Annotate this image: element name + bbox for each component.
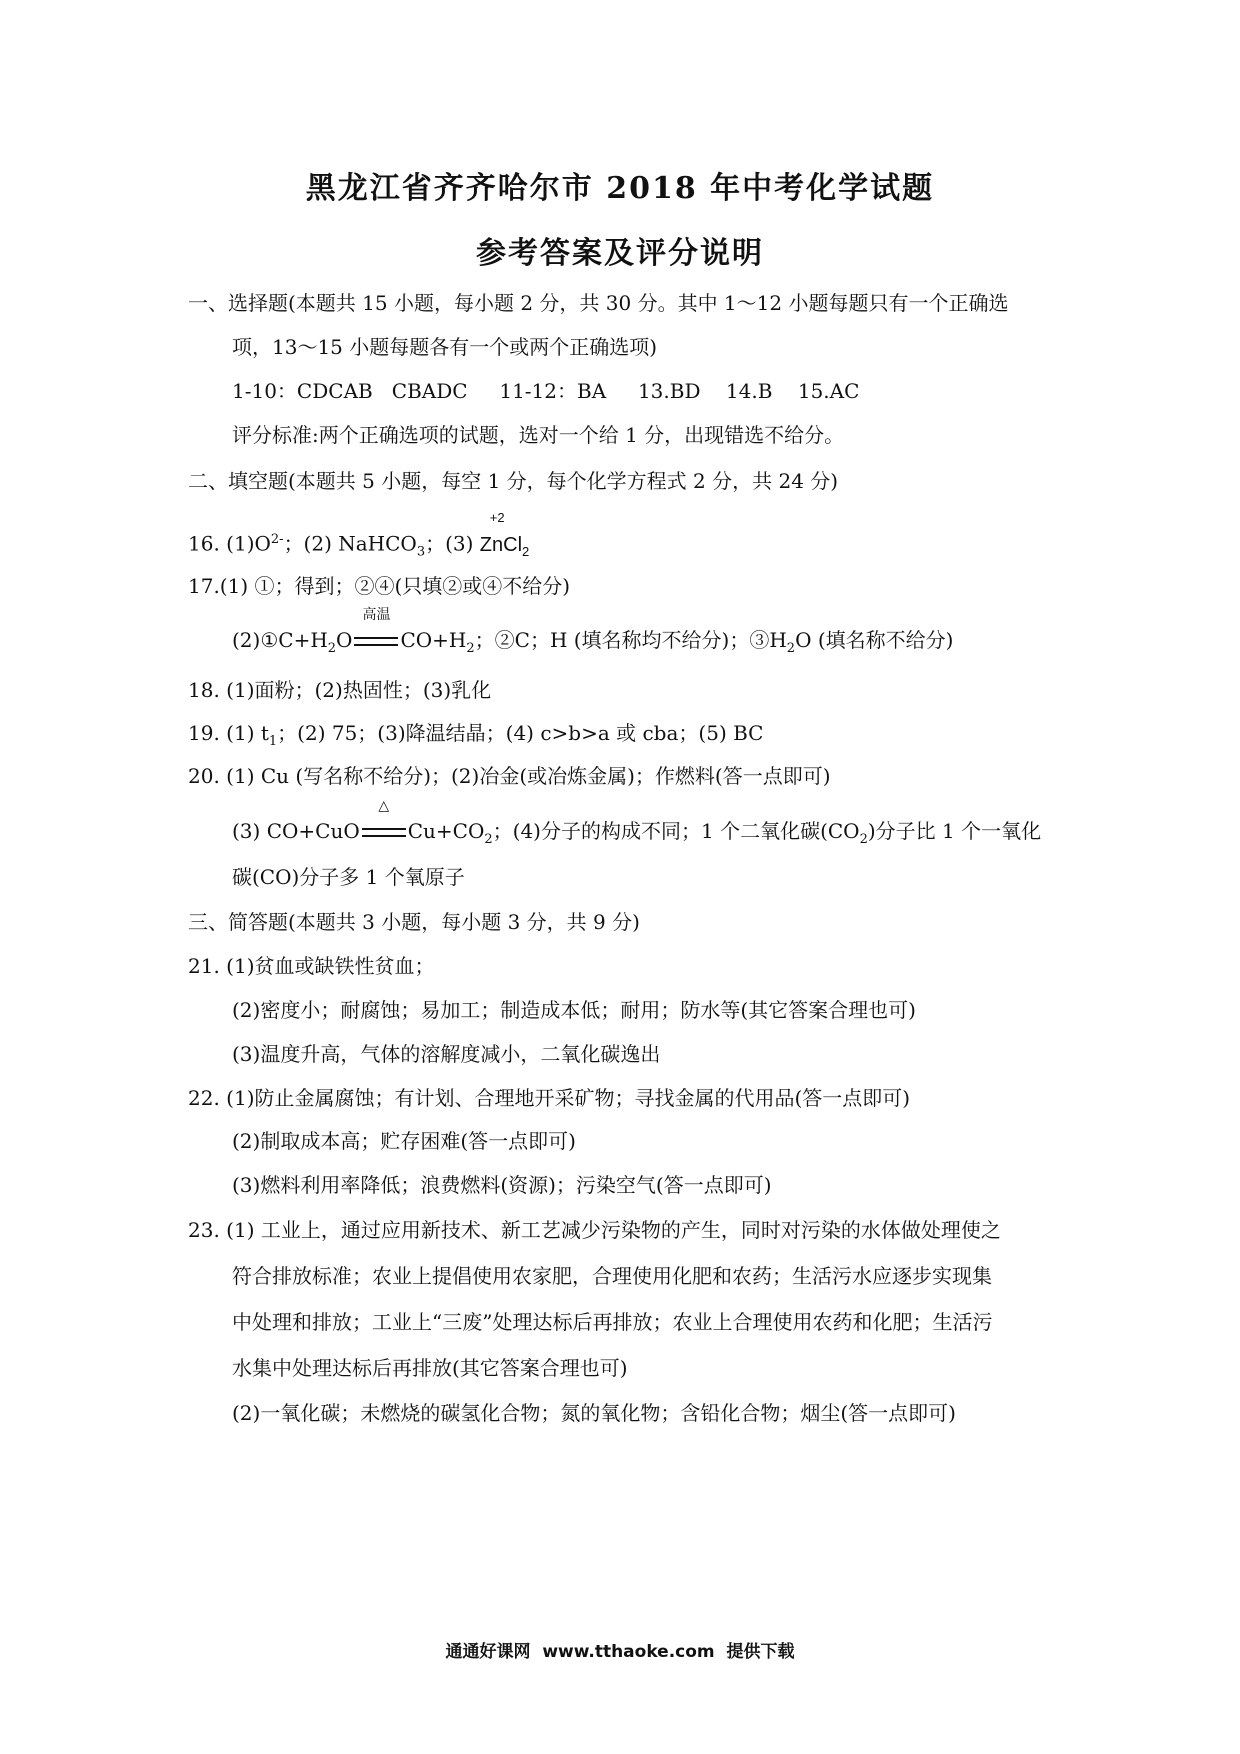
answer-21-1: 21. (1)贫血或缺铁性贫血； bbox=[188, 954, 435, 978]
choice-answers: 1-10：CDCAB CBADC 11-12：BA 13.BD 14.B 15.AC bbox=[232, 379, 860, 403]
document-title: 黑龙江省齐齐哈尔市 2018 年中考化学试题 bbox=[305, 171, 935, 206]
reaction-condition: 高温 bbox=[352, 630, 400, 650]
answer-19: 19. (1) $t_1$；(2) 75；(3)降温结晶；(4) c>b>a 或 cba；(5) BC bbox=[188, 721, 764, 749]
reaction-condition: △ bbox=[360, 821, 408, 841]
section-1-header: 一、选择题(本题共 15 小题，每小题 2 分，共 30 分。其中 1～12 小题每题只有一个正确选 bbox=[188, 291, 1009, 315]
answer-17-1: 17.(1) ①；得到；②④(只填②或④不给分) bbox=[188, 574, 571, 598]
answer-20-3: 碳(CO)分子多 1 个氧原子 bbox=[232, 865, 465, 889]
answer-23-1-cont: 中处理和排放；工业上“三废”处理达标后再排放；农业上合理使用农药和化肥；生活污 bbox=[232, 1310, 993, 1334]
section-1-header-cont: 项，13～15 小题每题各有一个或两个正确选项) bbox=[232, 335, 658, 359]
section-3-header: 三、简答题(本题共 3 小题，每小题 3 分，共 9 分) bbox=[188, 910, 640, 934]
answer-23-1-cont: 水集中处理达标后再排放(其它答案合理也可) bbox=[232, 1356, 628, 1380]
scoring-standard: 评分标准:两个正确选项的试题，选对一个给 1 分，出现错选不给分。 bbox=[232, 423, 845, 447]
answer-21-3: (3)温度升高，气体的溶解度减小，二氧化碳逸出 bbox=[232, 1042, 661, 1066]
answer-22-1: 22. (1)防止金属腐蚀；有计划、合理地开采矿物；寻找金属的代用品(答一点即可) bbox=[188, 1086, 911, 1110]
page-footer: 通通好课网 www.tthaoke.com 提供下载 bbox=[445, 1642, 795, 1662]
answer-23-2: (2)一氧化碳；未燃烧的碳氢化合物；氮的氧化物；含铅化合物；烟尘(答一点即可) bbox=[232, 1401, 956, 1425]
answer-18: 18. (1)面粉；(2)热固性；(3)乳化 bbox=[188, 678, 492, 702]
answer-22-2: (2)制取成本高；贮存困难(答一点即可) bbox=[232, 1129, 576, 1153]
answer-21-2: (2)密度小；耐腐蚀；易加工；制造成本低；耐用；防水等(其它答案合理也可) bbox=[232, 998, 916, 1022]
zncl2-formula: +2 ZnCl$_2$ bbox=[479, 509, 530, 559]
section-2-header: 二、填空题(本题共 5 小题，每空 1 分，每个化学方程式 2 分，共 24 分) bbox=[188, 469, 839, 493]
answer-23-1: 23. (1) 工业上，通过应用新技术、新工艺减少污染物的产生，同时对污染的水体做处理使之 bbox=[188, 1218, 1001, 1242]
answer-23-1-cont: 符合排放标准；农业上提倡使用农家肥，合理使用化肥和农药；生活污水应逐步实现集 bbox=[232, 1264, 992, 1288]
answer-20-1: 20. (1) Cu (写名称不给分)；(2)冶金(或冶炼金属)；作燃料(答一点即可) bbox=[188, 764, 831, 788]
answer-20-2: (3) CO+CuO △ $Cu+CO_2$；(4)分子的构成不同；1 个二氧化碳$(CO_2)$分子比 1 个一氧化 bbox=[232, 798, 1042, 847]
answer-16: 16. $(1)O^{2-}$；(2) NaHCO$_3$；(3) +2 ZnCl$_2$ bbox=[188, 509, 530, 560]
document-subtitle: 参考答案及评分说明 bbox=[476, 236, 764, 271]
answer-22-3: (3)燃料利用率降低；浪费燃料(资源)；污染空气(答一点即可) bbox=[232, 1173, 772, 1197]
answer-17-2: $(2)①C+H_2O$ 高温 $CO+H_2$；②C；H (填名称均不给分)；$③H_2O$ (填名称不给分) bbox=[232, 607, 954, 656]
